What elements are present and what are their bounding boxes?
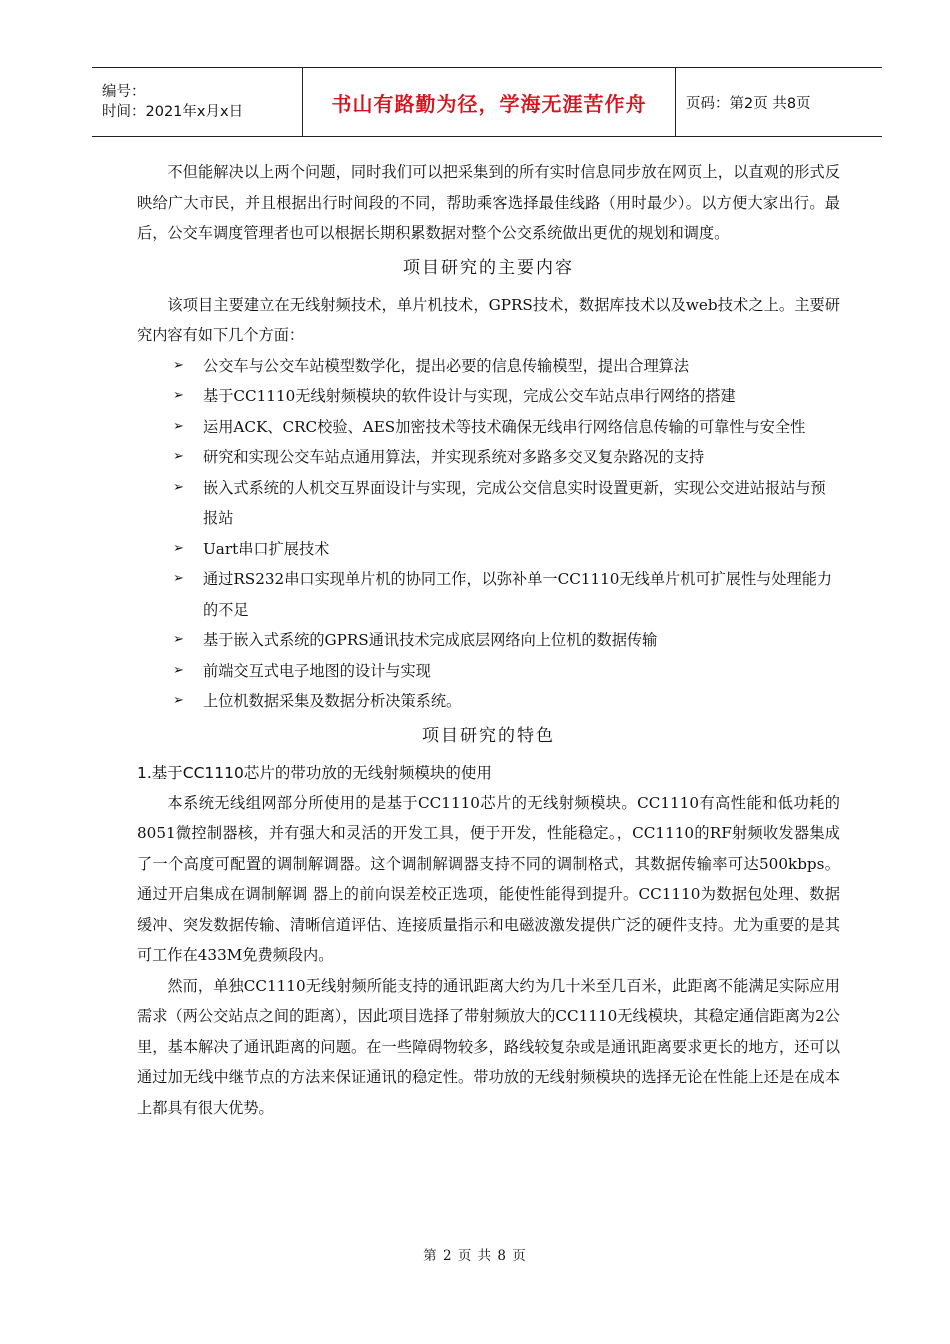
list-item: ➢ 通过RS232串口实现单片机的协同工作，以弥补单一CC1110无线单片机可扩展性与处理能力的不足: [137, 564, 840, 625]
header-motto-cell: [303, 68, 676, 136]
arrow-bullet-icon: ➢: [173, 418, 184, 434]
page-info: 页码：第2页 共8页: [686, 95, 811, 112]
time-label: 时间：2021年x月x日: [102, 104, 244, 120]
arrow-bullet-icon: ➢: [173, 540, 184, 556]
subsection-title: 1.基于CC1110芯片的带功放的无线射频模块的使用: [137, 763, 492, 782]
document-body: [137, 157, 840, 1123]
list-item: ➢ 运用ACK、CRC校验、AES加密技术等技术确保无线串行网络信息传输的可靠性与安全性: [137, 412, 840, 443]
arrow-bullet-icon: ➢: [173, 388, 184, 403]
list-item: ➢ 基于CC1110无线射频模块的软件设计与实现，完成公交车站点串行网络的搭建: [137, 381, 840, 412]
section-title-main-content: 项目研究的主要内容: [403, 257, 574, 278]
intro-paragraph: 不但能解决以上两个问题，同时我们可以把采集到的所有实时信息同步放在网页上，以直观的形式反映给广大市民，并且根据出行时间段的不同，帮助乘客选择最佳线路（用时最少）。以方便大家出行。最后，公交车调度管理者也可以根据长期积累数据对整个公交系统做出更优的规划和调度。: [137, 163, 840, 242]
header-page-cell: [676, 68, 882, 136]
arrow-bullet-icon: ➢: [173, 479, 184, 495]
page-header: [92, 67, 882, 137]
page-footer: 第 2 页 共 8 页: [423, 1248, 527, 1264]
number-label: 编号：: [102, 84, 146, 100]
list-item: ➢ 嵌入式系统的人机交互界面设计与实现，完成公交信息实时设置更新，实现公交进站报站与预报站: [137, 473, 840, 534]
feature-paragraph-2: 然而，单独CC1110无线射频所能支持的通讯距离大约为几十米至几百米，此距离不能满足实际应用需求（两公交站点之间的距离），因此项目选择了带射频放大的CC1110无线模块，其稳定通信距离为2公里，基本解决了通讯距离的问题。在一些障碍物较多，路线较复杂或是通讯距离要求更长的地方，还可以通过加无线中继节点的方法来保证通讯的稳定性。带功放的无线射频模块的选择无论在性能上还是在成本上都具有很大优势。: [137, 976, 840, 1117]
list-item: ➢ 上位机数据采集及数据分析决策系统。: [137, 686, 840, 717]
list-item: ➢ Uart串口扩展技术: [137, 534, 840, 565]
list-item: ➢ 前端交互式电子地图的设计与实现: [137, 656, 840, 687]
header-left-cell: [92, 68, 303, 136]
arrow-bullet-icon: ➢: [173, 662, 184, 678]
arrow-bullet-icon: ➢: [173, 449, 184, 464]
arrow-bullet-icon: ➢: [173, 693, 184, 708]
list-item: ➢ 研究和实现公交车站点通用算法，并实现系统对多路多交叉复杂路况的支持: [137, 442, 840, 473]
list-item: ➢ 公交车与公交车站模型数学化，提出必要的信息传输模型，提出合理算法: [137, 351, 840, 382]
list-item: ➢ 基于嵌入式系统的GPRS通讯技术完成底层网络向上位机的数据传输: [137, 625, 840, 656]
arrow-bullet-icon: ➢: [173, 357, 184, 373]
section-intro-paragraph: 该项目主要建立在无线射频技术，单片机技术，GPRS技术，数据库技术以及web技术之上。主要研究内容有如下几个方面：: [137, 295, 840, 344]
motto-text: 书山有路勤为径，学海无涯苦作舟: [331, 91, 647, 116]
research-content-list: [137, 351, 840, 717]
arrow-bullet-icon: ➢: [173, 571, 184, 586]
feature-paragraph-1: 本系统无线组网部分所使用的是基于CC1110芯片的无线射频模块。CC1110有高性能和低功耗的8051微控制器核，并有强大和灵活的开发工具，便于开发，性能稳定。，CC1110的RF射频收发器集成了一个高度可配置的调制解调器。这个调制解调器支持不同的调制格式，其数据传输率可达500kbps。通过开启集成在调制解调 器上的前向误差校正选项，能使性能得到提升。CC1110为数据包处理、数据缓冲、突发数据传输、清晰信道评估、连接质量指示和电磁波激发提供广泛的硬件支持。尤为重要的是其可工作在433M免费频段内。: [137, 793, 840, 964]
section-title-features: 项目研究的特色: [422, 725, 555, 746]
arrow-bullet-icon: ➢: [173, 632, 184, 647]
